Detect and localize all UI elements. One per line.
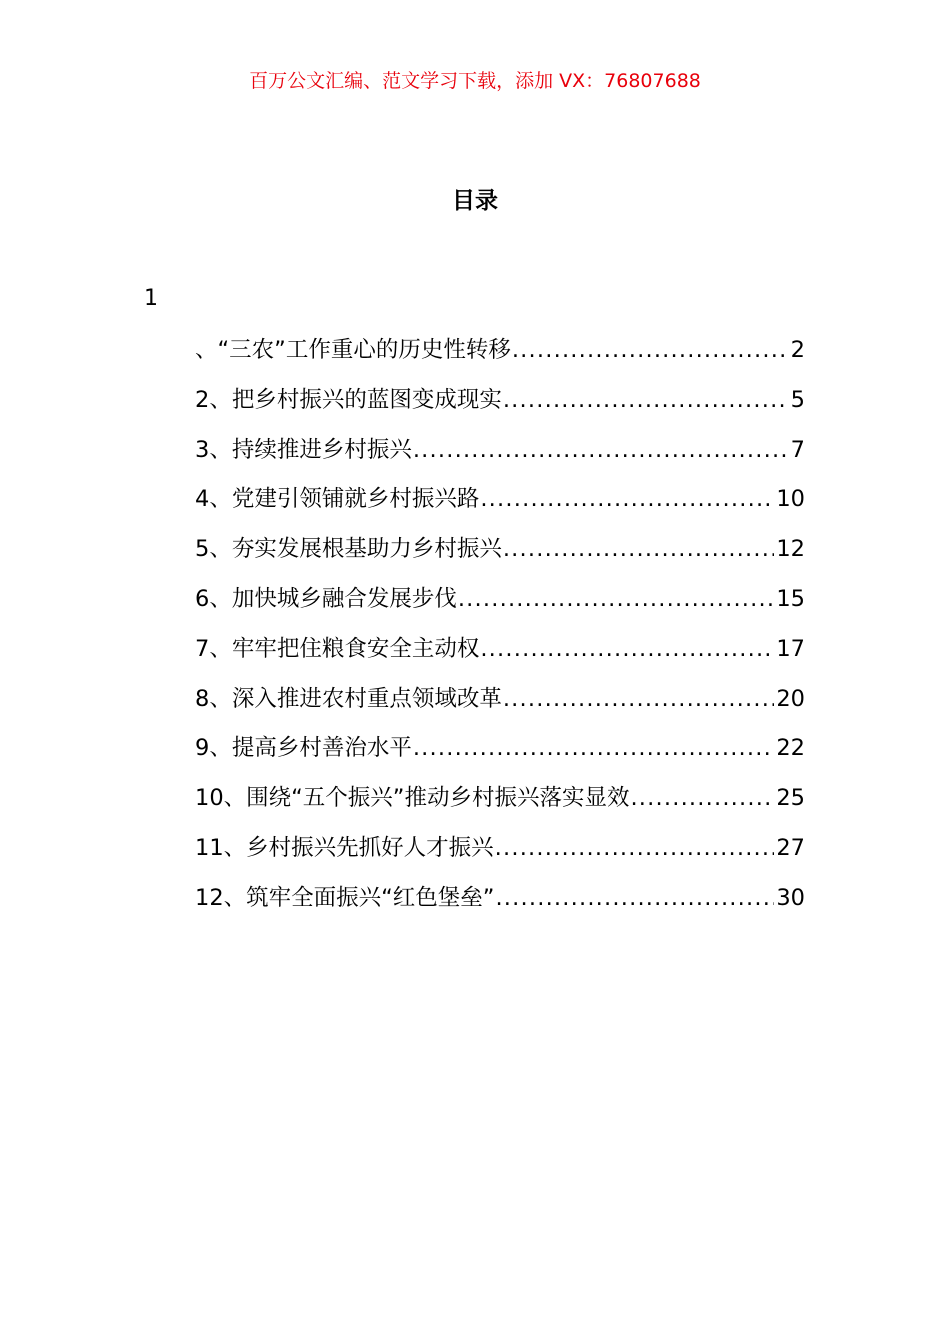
toc-dot-leader	[479, 483, 774, 515]
toc-page-number: 5	[790, 386, 805, 413]
toc-entry[interactable]	[195, 882, 805, 932]
toc-entry-title: 12、筑牢全面振兴“红色堡垒”	[195, 884, 495, 911]
toc-dot-leader	[457, 583, 775, 615]
toc-page-number: 7	[790, 436, 805, 463]
header-note: 百万公文汇编、范文学习下载，添加 VX：76807688	[249, 70, 701, 92]
section-number: 1	[144, 286, 158, 311]
toc-page-number: 17	[776, 635, 805, 662]
toc-page-number: 22	[776, 735, 805, 762]
toc-page-number: 20	[776, 685, 805, 712]
toc-dot-leader	[511, 334, 789, 366]
page-title: 目录	[452, 188, 498, 214]
toc-entry-title: 10、围绕“五个振兴”推动乡村振兴落实显效	[195, 785, 630, 812]
toc-page-number: 12	[776, 536, 805, 563]
toc-dot-leader	[412, 732, 775, 764]
toc-entry[interactable]	[195, 334, 805, 384]
toc-page-number: 25	[776, 785, 805, 812]
toc-entry[interactable]	[195, 384, 805, 434]
toc-entry[interactable]	[195, 483, 805, 533]
toc-entry[interactable]	[195, 583, 805, 633]
toc-dot-leader	[479, 633, 774, 665]
toc-entry-title: 11、乡村振兴先抓好人才振兴	[195, 834, 494, 861]
toc-page-number: 27	[776, 834, 805, 861]
toc-dot-leader	[502, 683, 775, 715]
toc-entry-title: 3、持续推进乡村振兴	[195, 436, 412, 463]
toc-entry[interactable]	[195, 533, 805, 583]
toc-entry-title: 8、深入推进农村重点领域改革	[195, 685, 502, 712]
toc-entry[interactable]	[195, 633, 805, 683]
toc-entry-title: 6、加快城乡融合发展步伐	[195, 585, 457, 612]
toc-entry-title: 7、牢牢把住粮食安全主动权	[195, 635, 480, 662]
toc-entry-title: 9、提高乡村善治水平	[195, 735, 412, 762]
toc-entry-title: 2、把乡村振兴的蓝图变成现实	[195, 386, 502, 413]
toc-entry[interactable]	[195, 782, 805, 832]
toc-page-number: 10	[776, 486, 805, 513]
toc-page-number: 2	[790, 337, 805, 363]
toc-page-number: 15	[776, 585, 805, 612]
toc-entry[interactable]	[195, 683, 805, 733]
toc-dot-leader	[494, 832, 775, 864]
toc-dot-leader	[494, 882, 774, 914]
toc-dot-leader	[502, 384, 789, 416]
toc-entry[interactable]	[195, 434, 805, 484]
toc-dot-leader	[629, 782, 774, 814]
toc-entry-title: 5、夯实发展根基助力乡村振兴	[195, 536, 502, 563]
toc-entry-title: 4、党建引领铺就乡村振兴路	[195, 486, 480, 513]
toc-dot-leader	[412, 434, 789, 466]
toc-entry[interactable]	[195, 832, 805, 882]
toc-entry[interactable]	[195, 732, 805, 782]
toc-page-number: 30	[776, 884, 805, 911]
toc-dot-leader	[502, 533, 775, 565]
toc-entry-title: 、“三农”工作重心的历史性转移	[195, 337, 511, 363]
table-of-contents	[195, 334, 805, 932]
